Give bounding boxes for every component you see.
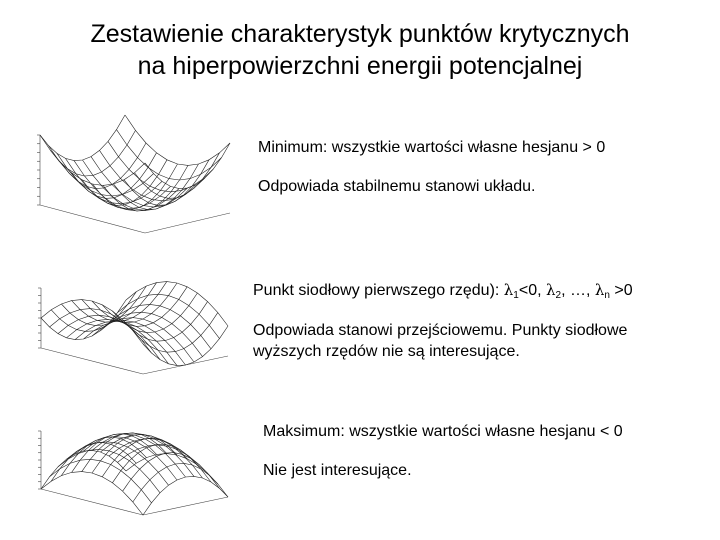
minimum-heading: Minimum: wszystkie wartości własne hesjanu > 0 [258,139,606,156]
title-line-2: na hiperpowierzchni energii potencjalnej [137,52,583,80]
minimum-note: Odpowiada stabilnemu stanowi układu. [258,178,536,195]
maximum-heading: Maksimum: wszystkie wartości własne hesjanu < 0 [263,423,623,440]
saddle-note: Odpowiada stanowi przejściowemu. Punkty siodłowe wyższych rzędów nie są interesujące. [253,322,628,360]
maximum-description [263,421,623,481]
saddle-description [253,280,683,362]
saddle-surface-plot [25,262,235,384]
title-line-1: Zestawienie charakterystyk punktów krytycznych [90,20,630,48]
maximum-note: Nie jest interesujące. [263,462,412,479]
saddle-heading: Punkt siodłowy pierwszego rzędu): $\lambda_1<0$, $\lambda_2$, …, $\lambda_n >0$ [253,281,633,301]
maximum-surface-plot [25,405,235,525]
minimum-description [258,137,605,197]
slide-title [0,18,720,82]
minimum-surface-plot [25,95,235,245]
